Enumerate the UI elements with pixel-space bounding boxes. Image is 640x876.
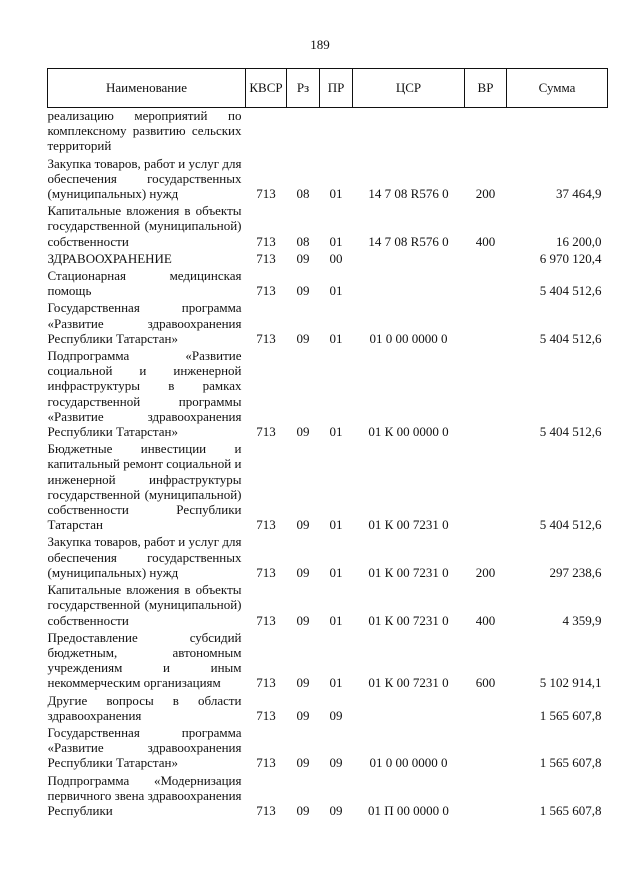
cell-csr	[353, 268, 465, 300]
cell-pr: 01	[329, 330, 343, 346]
header-kvsr: КВСР	[246, 69, 287, 108]
cell-sum: 5 404 512,6	[539, 330, 602, 346]
cell-csr	[353, 251, 465, 268]
cell-vr	[465, 108, 507, 156]
table-row	[48, 268, 608, 300]
cell-kvsr: 713	[256, 233, 276, 249]
cell-rz	[287, 108, 320, 156]
cell-vr	[465, 348, 507, 441]
cell-csr: 01 К 00 0000 0	[368, 424, 449, 440]
cell-sum: 5 404 512,6	[539, 424, 602, 440]
cell-pr: 01	[329, 283, 343, 299]
header-csr: ЦСР	[353, 69, 465, 108]
cell-name: Бюджетные инвестиции и капитальный ремонт социальной и инженерной инфраструктуры государственной (муниципальной) собственности Республики Татарстан	[47, 441, 242, 533]
cell-kvsr: 713	[256, 675, 276, 691]
cell-pr: 01	[329, 675, 343, 691]
cell-pr: 01	[329, 564, 343, 580]
cell-kvsr: 713	[256, 707, 276, 723]
cell-pr: 09	[329, 707, 343, 723]
cell-rz: 09	[296, 564, 310, 580]
cell-name: реализацию мероприятий по комплексному развитию сельских территорий	[47, 108, 242, 154]
table-body	[48, 108, 608, 821]
table-row	[48, 773, 608, 821]
table-row	[48, 534, 608, 582]
cell-pr	[320, 108, 353, 156]
cell-sum: 1 565 607,8	[539, 707, 602, 723]
table-row	[48, 156, 608, 204]
cell-pr: 00	[329, 250, 343, 266]
table-row	[48, 582, 608, 630]
cell-rz: 09	[296, 517, 310, 533]
cell-pr: 01	[329, 233, 343, 249]
cell-vr	[465, 725, 507, 773]
cell-name: Государственная программа «Развитие здравоохранения Республики Татарстан»	[47, 300, 242, 346]
cell-name: Другие вопросы в области здравоохранения	[47, 692, 242, 723]
cell-rz: 09	[296, 707, 310, 723]
cell-kvsr: 713	[256, 330, 276, 346]
cell-csr	[353, 693, 465, 725]
cell-name: Закупка товаров, работ и услуг для обеспечения государственных (муниципальных) нужд	[47, 534, 242, 580]
cell-vr: 200	[475, 186, 496, 202]
cell-vr	[465, 251, 507, 268]
table-row	[48, 203, 608, 251]
cell-name: Государственная программа «Развитие здравоохранения Республики Татарстан»	[47, 724, 242, 771]
cell-vr	[465, 441, 507, 534]
cell-rz: 09	[296, 424, 310, 440]
cell-sum	[507, 108, 608, 156]
cell-sum: 297 238,6	[549, 564, 602, 580]
cell-kvsr: 713	[256, 564, 276, 580]
cell-rz: 09	[296, 250, 310, 266]
cell-sum: 5 404 512,6	[539, 517, 602, 533]
cell-kvsr	[246, 108, 287, 156]
table-header-row	[48, 69, 608, 108]
header-pr: ПР	[320, 69, 353, 108]
page-number: 189	[310, 37, 330, 52]
cell-vr	[465, 693, 507, 725]
cell-pr: 01	[329, 424, 343, 440]
cell-name: Подпрограмма «Развитие социальной и инженерной инфраструктуры в рамках государственной программы «Развитие здравоохранения Республики Татарстан»	[47, 348, 242, 440]
cell-csr: 01 К 00 7231 0	[368, 517, 449, 533]
cell-pr: 01	[329, 612, 343, 628]
budget-table	[47, 68, 608, 820]
cell-sum: 6 970 120,4	[539, 250, 602, 266]
table-row	[48, 300, 608, 348]
cell-sum: 16 200,0	[556, 233, 602, 249]
table-row	[48, 693, 608, 725]
cell-csr: 14 7 08 R576 0	[368, 186, 449, 202]
cell-name: Капитальные вложения в объекты государственной (муниципальной) собственности	[47, 203, 242, 249]
cell-rz: 09	[296, 612, 310, 628]
cell-csr: 01 К 00 7231 0	[368, 612, 449, 628]
cell-vr	[465, 268, 507, 300]
cell-rz: 09	[296, 283, 310, 299]
cell-csr: 01 0 00 0000 0	[369, 330, 448, 346]
cell-name: Капитальные вложения в объекты государственной (муниципальной) собственности	[47, 582, 242, 628]
table-row	[48, 348, 608, 441]
cell-sum: 1 565 607,8	[539, 802, 602, 818]
cell-kvsr: 713	[256, 612, 276, 628]
cell-pr: 09	[329, 802, 343, 818]
cell-csr	[353, 108, 465, 156]
cell-name: Предоставление субсидий бюджетным, автономным учреждениям и иным некоммерческим организациям	[47, 629, 242, 691]
cell-kvsr: 713	[256, 186, 276, 202]
cell-pr: 01	[329, 186, 343, 202]
cell-sum: 4 359,9	[562, 612, 602, 628]
table-row	[48, 108, 608, 156]
cell-sum: 1 565 607,8	[539, 755, 602, 771]
cell-rz: 09	[296, 802, 310, 818]
cell-name: Подпрограмма «Модернизация первичного звена здравоохранения Республики	[47, 772, 242, 818]
cell-rz: 09	[296, 330, 310, 346]
cell-name: Стационарная медицинская помощь	[47, 268, 242, 299]
cell-vr: 400	[475, 233, 496, 249]
cell-vr	[465, 773, 507, 821]
cell-name: ЗДРАВООХРАНЕНИЕ	[47, 250, 172, 266]
cell-csr: 01 К 00 7231 0	[368, 675, 449, 691]
header-vr: ВР	[465, 69, 507, 108]
table-row	[48, 251, 608, 268]
cell-rz: 08	[296, 186, 310, 202]
cell-csr: 01 К 00 7231 0	[368, 564, 449, 580]
cell-vr	[465, 300, 507, 348]
cell-kvsr: 713	[256, 424, 276, 440]
cell-vr: 400	[475, 612, 496, 628]
cell-rz: 09	[296, 755, 310, 771]
cell-rz: 08	[296, 233, 310, 249]
cell-kvsr: 713	[256, 517, 276, 533]
cell-kvsr: 713	[256, 283, 276, 299]
header-name: Наименование	[48, 69, 246, 108]
cell-csr: 01 0 00 0000 0	[369, 755, 448, 771]
cell-name: Закупка товаров, работ и услуг для обеспечения государственных (муниципальных) нужд	[47, 155, 242, 202]
cell-sum: 5 102 914,1	[539, 675, 602, 691]
cell-pr: 09	[329, 755, 343, 771]
cell-kvsr: 713	[256, 250, 276, 266]
table-row	[48, 441, 608, 534]
cell-sum: 5 404 512,6	[539, 283, 602, 299]
cell-kvsr: 713	[256, 802, 276, 818]
cell-csr: 14 7 08 R576 0	[368, 233, 449, 249]
cell-vr: 600	[475, 675, 496, 691]
cell-sum: 37 464,9	[556, 186, 602, 202]
header-rz: Рз	[287, 69, 320, 108]
cell-csr: 01 П 00 0000 0	[368, 802, 449, 818]
cell-pr: 01	[329, 517, 343, 533]
cell-rz: 09	[296, 675, 310, 691]
cell-vr: 200	[475, 564, 496, 580]
table-row	[48, 630, 608, 693]
table-row	[48, 725, 608, 773]
header-sum: Сумма	[507, 69, 608, 108]
cell-kvsr: 713	[256, 755, 276, 771]
